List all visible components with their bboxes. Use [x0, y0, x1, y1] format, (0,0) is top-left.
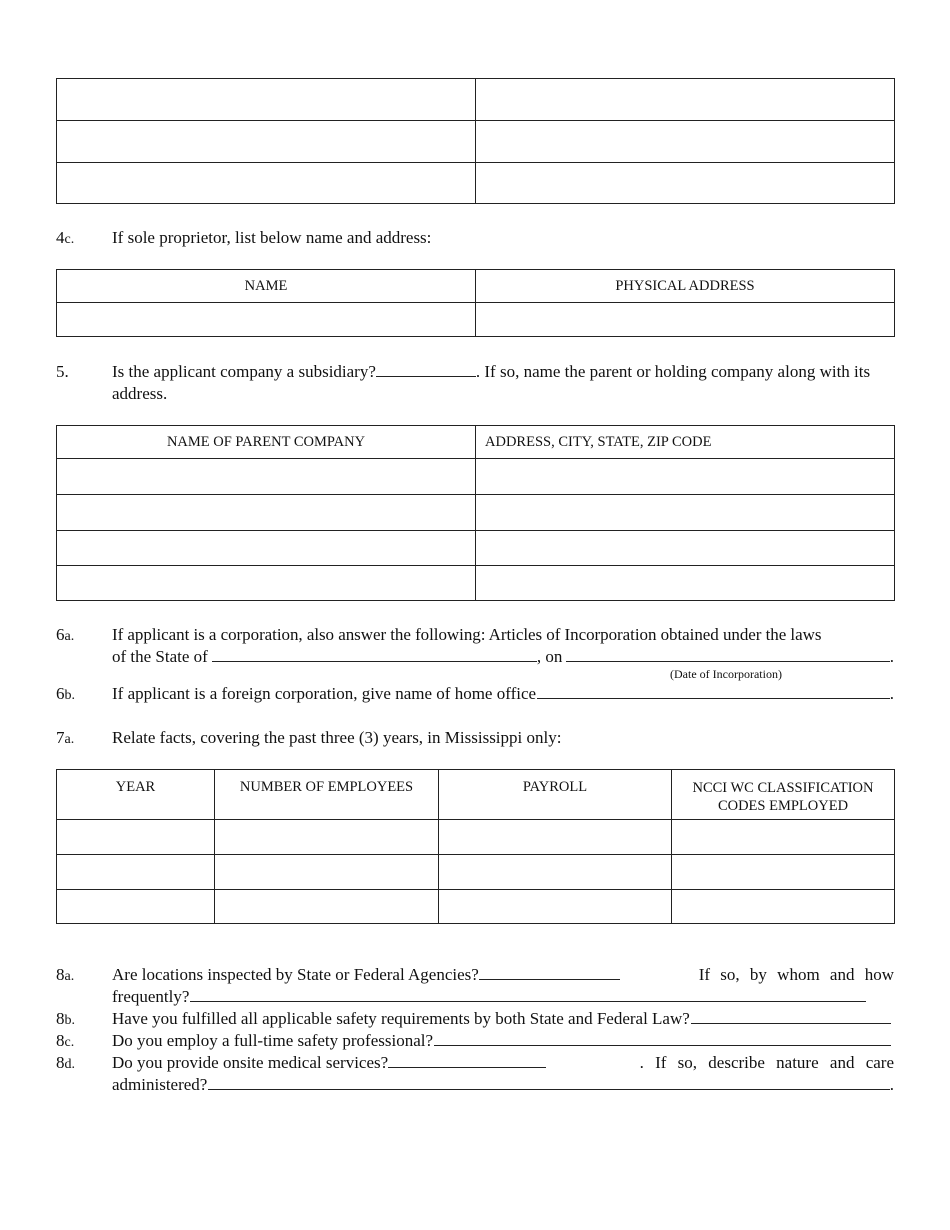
question-number: 4c.	[56, 228, 75, 247]
state-of-incorporation-field[interactable]	[212, 646, 537, 662]
table-cell[interactable]	[439, 820, 672, 855]
table-cell[interactable]	[57, 459, 476, 495]
question-number: 8d.	[56, 1053, 75, 1072]
column-header-address: ADDRESS, CITY, STATE, ZIP CODE	[476, 426, 895, 459]
inspection-frequency-field[interactable]	[190, 986, 866, 1002]
table-cell[interactable]	[215, 855, 439, 890]
table-cell[interactable]	[439, 855, 672, 890]
question-text: If sole proprietor, list below name and address:	[112, 228, 432, 247]
table-cell[interactable]	[476, 495, 895, 531]
question-number: 7a.	[56, 728, 75, 747]
table-cell[interactable]	[57, 890, 215, 924]
question-text: Have you fulfilled all applicable safety requirements by both State and Federal Law?	[112, 1009, 690, 1028]
table-cell[interactable]	[215, 890, 439, 924]
question-8b	[56, 1008, 894, 1030]
question-8a: 8a. Are locations inspected by State or Federal Agencies? If so, by whom and how frequently?	[56, 965, 894, 1006]
table-cell[interactable]	[439, 890, 672, 924]
table-cell[interactable]	[215, 820, 439, 855]
table-cell[interactable]	[57, 855, 215, 890]
table-cell[interactable]	[476, 121, 895, 163]
subsidiary-answer-field[interactable]	[376, 361, 476, 377]
question-number: 6a.	[56, 625, 75, 644]
question-8c	[56, 1030, 894, 1052]
table-cell[interactable]	[672, 855, 895, 890]
table-cell[interactable]	[476, 303, 895, 337]
continuation-table	[56, 78, 895, 204]
date-of-incorporation-caption: (Date of Incorporation)	[670, 667, 782, 681]
table-cell[interactable]	[476, 163, 895, 204]
table-cell[interactable]	[57, 163, 476, 204]
column-header-payroll: PAYROLL	[439, 770, 672, 820]
question-text: Are locations inspected by State or Federal Agencies?	[112, 965, 479, 984]
column-header-name: NAME	[57, 270, 476, 303]
question-number: 8a.	[56, 965, 75, 984]
question-number: 8c.	[56, 1031, 75, 1050]
column-header-year: YEAR	[57, 770, 215, 820]
question-8d: 8d. Do you provide onsite medical services? . If so, describe nature and care administered? .	[56, 1053, 894, 1094]
table-cell[interactable]	[57, 531, 476, 566]
table-cell[interactable]	[476, 531, 895, 566]
question-5	[56, 361, 894, 405]
safety-professional-field[interactable]	[434, 1030, 891, 1046]
question-text: Do you provide onsite medical services?	[112, 1053, 389, 1072]
table-cell[interactable]	[672, 890, 895, 924]
question-text: Is the applicant company a subsidiary? . If so, name the parent or holding company along with its address.	[112, 362, 871, 403]
table-cell[interactable]	[476, 566, 895, 601]
question-text: If applicant is a foreign corporation, give name of home office	[112, 684, 537, 703]
question-7a	[56, 727, 894, 749]
home-office-field[interactable]	[537, 683, 890, 699]
medical-care-description-field[interactable]	[208, 1074, 889, 1090]
column-header-employees: NUMBER OF EMPLOYEES	[215, 770, 439, 820]
table-cell[interactable]	[672, 820, 895, 855]
column-header-parent-company: NAME OF PARENT COMPANY	[57, 426, 476, 459]
inspected-answer-field[interactable]	[479, 964, 620, 980]
date-of-incorporation-field[interactable]	[566, 646, 889, 662]
table-cell[interactable]	[476, 459, 895, 495]
onsite-medical-answer-field[interactable]	[388, 1052, 546, 1068]
mississippi-facts-table	[56, 769, 895, 924]
safety-requirements-field[interactable]	[691, 1008, 891, 1024]
table-cell[interactable]	[57, 121, 476, 163]
parent-company-table	[56, 425, 895, 601]
question-text: Do you employ a full-time safety professional?	[112, 1031, 434, 1050]
table-cell[interactable]	[476, 79, 895, 121]
question-6b: 6b. If applicant is a foreign corporation, give name of home office .	[56, 683, 894, 705]
question-number: 6b.	[56, 684, 75, 703]
question-6a: 6a. If applicant is a corporation, also answer the following: Articles of Incorporation obtained under the laws of the State of , on .	[56, 625, 894, 666]
question-number: 5.	[56, 362, 69, 381]
question-text: If applicant is a corporation, also answer the following: Articles of Incorporation obtained under the laws	[112, 625, 822, 644]
table-cell[interactable]	[57, 79, 476, 121]
table-cell[interactable]	[57, 495, 476, 531]
column-header-physical-address: PHYSICAL ADDRESS	[476, 270, 895, 303]
question-4c	[56, 227, 894, 249]
sole-proprietor-table	[56, 269, 895, 337]
table-cell[interactable]	[57, 303, 476, 337]
table-cell[interactable]	[57, 566, 476, 601]
question-text: Relate facts, covering the past three (3) years, in Mississippi only:	[112, 728, 562, 747]
question-number: 8b.	[56, 1009, 75, 1028]
table-cell[interactable]	[57, 820, 215, 855]
column-header-ncci-codes: NCCI WC CLASSIFICATION CODES EMPLOYED	[672, 770, 895, 820]
